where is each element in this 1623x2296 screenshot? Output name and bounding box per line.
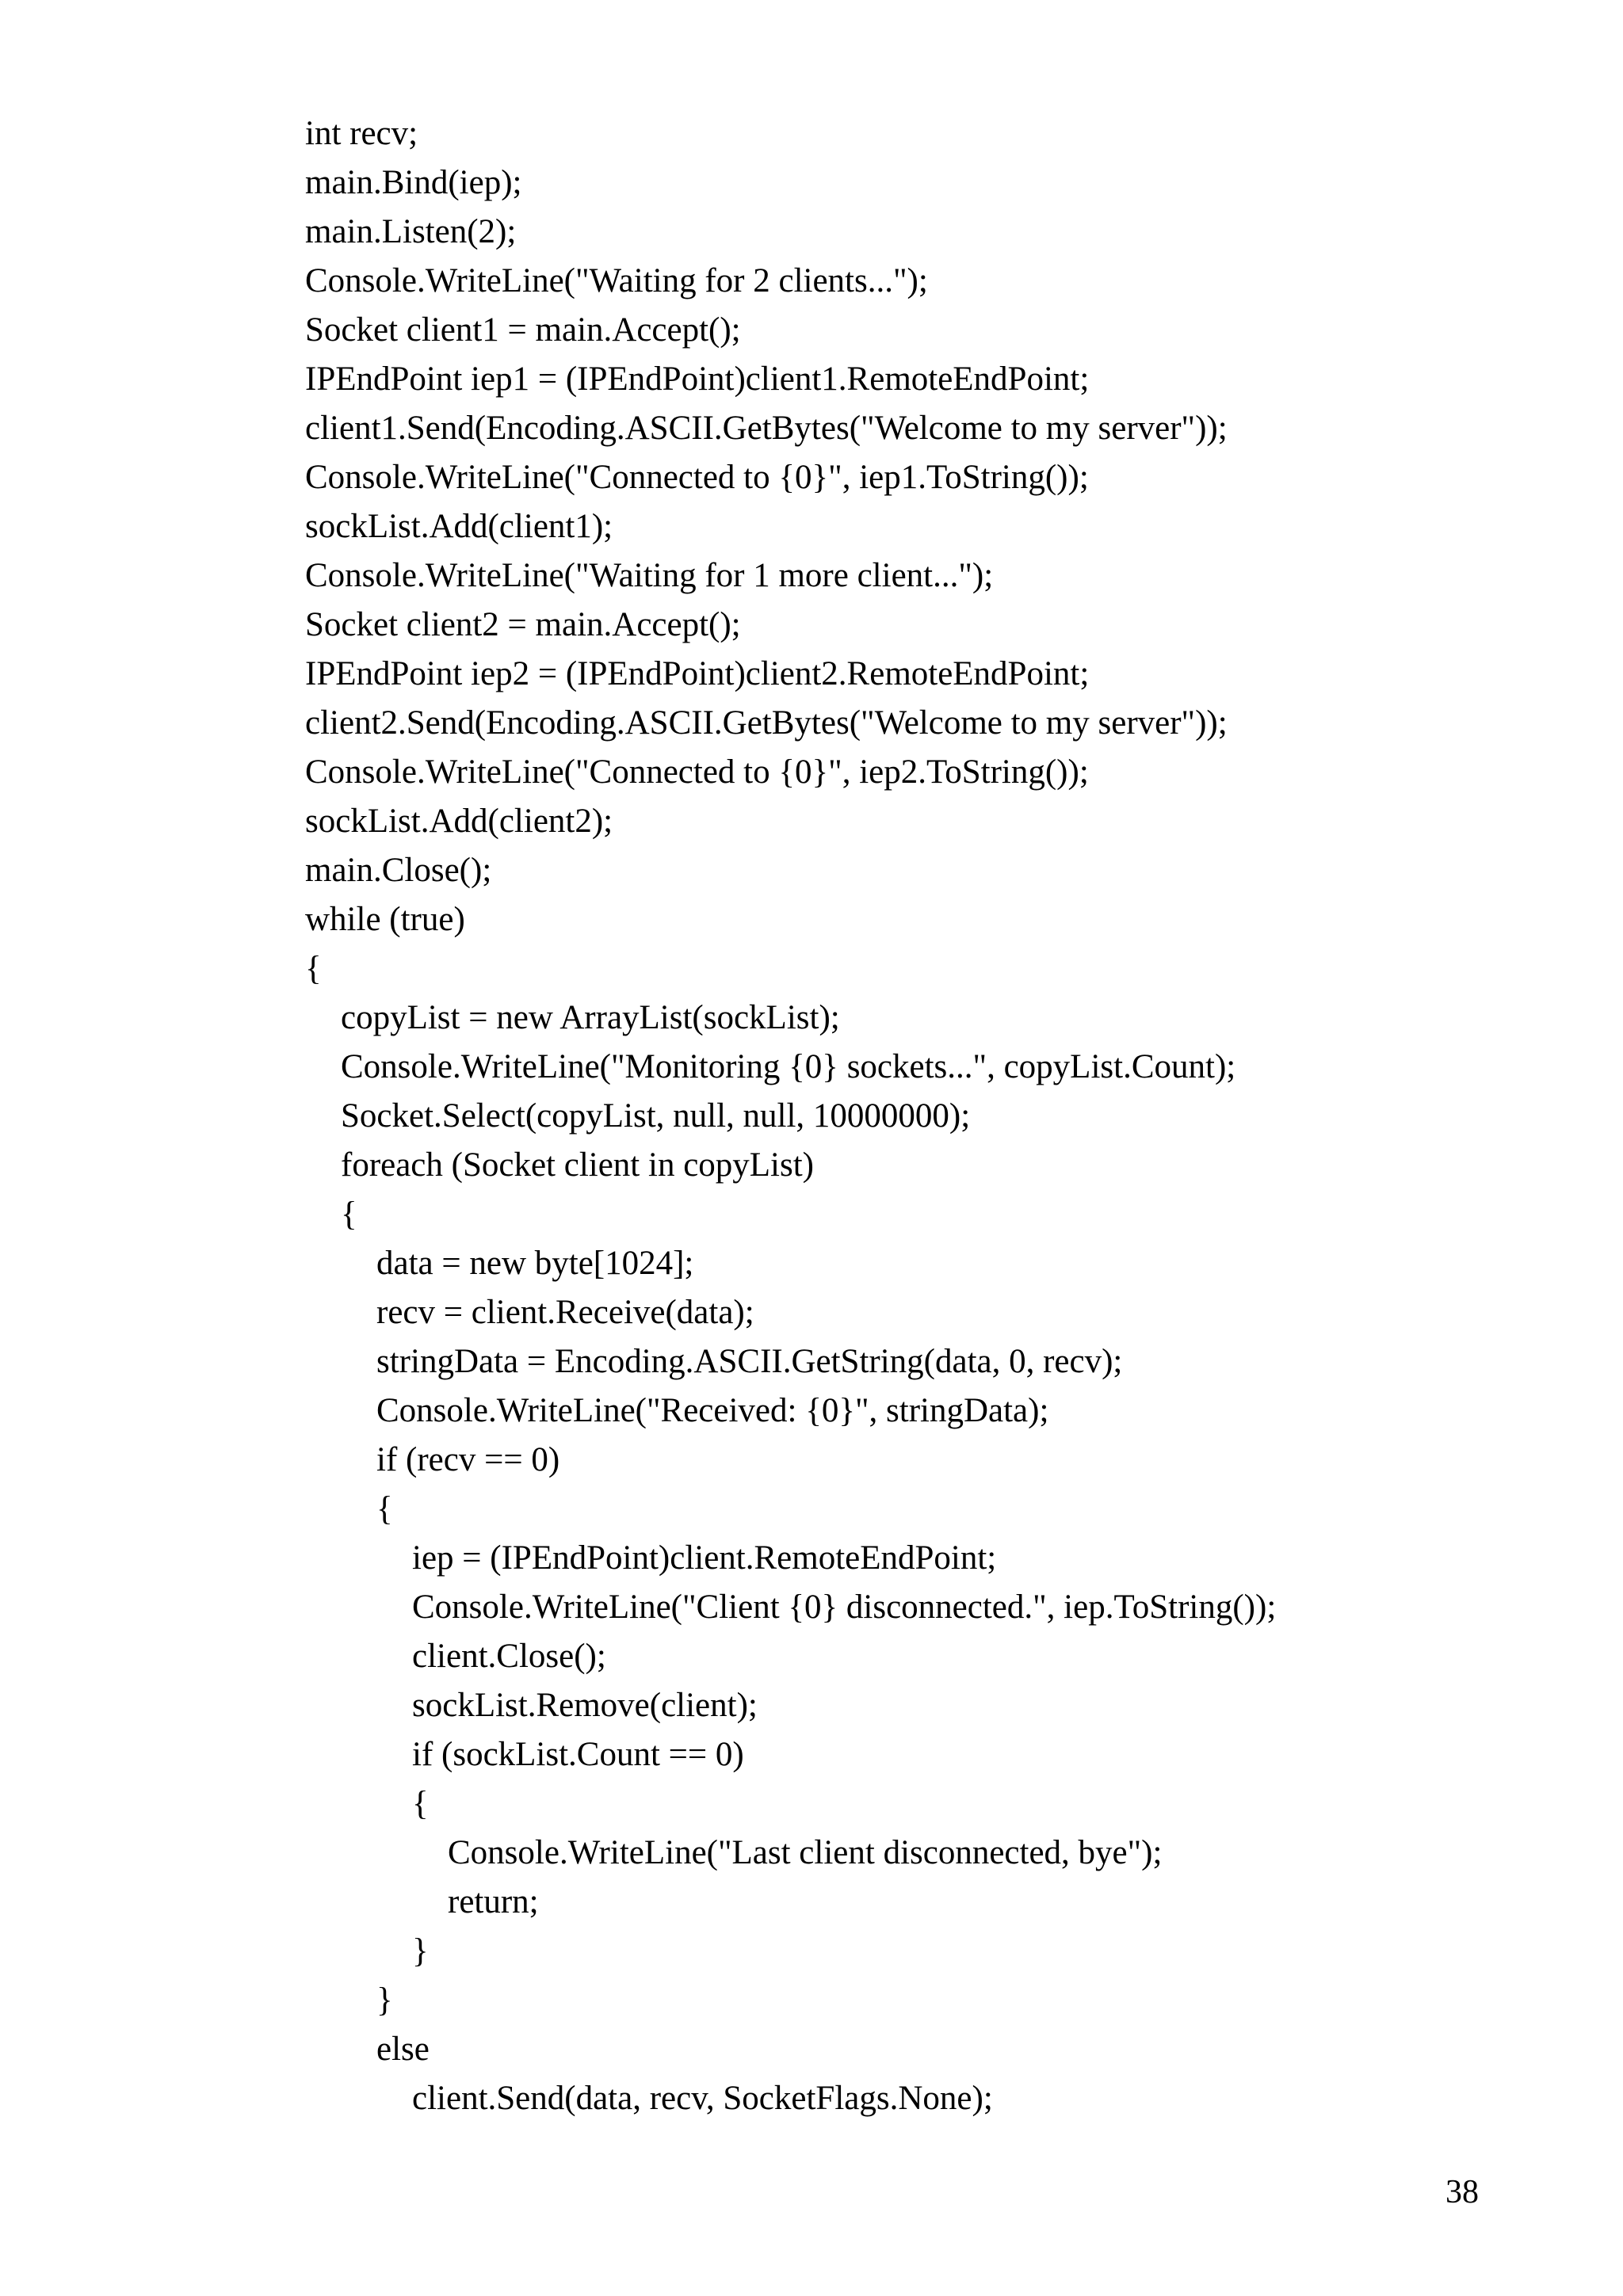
code-line: Console.WriteLine("Client {0} disconnected.", iep.ToString()); — [412, 1589, 1277, 1626]
code-line: Console.WriteLine("Last client disconnected, bye"); — [448, 1834, 1163, 1871]
code-line: sockList.Remove(client); — [412, 1687, 758, 1724]
code-line: main.Listen(2); — [305, 213, 517, 250]
code-line: client1.Send(Encoding.ASCII.GetBytes("Welcome to my server")); — [305, 410, 1228, 447]
code-line: { — [305, 950, 322, 987]
code-line: Console.WriteLine("Connected to {0}", iep2.ToString()); — [305, 753, 1089, 791]
code-line: Socket client2 = main.Accept(); — [305, 606, 741, 643]
code-line: recv = client.Receive(data); — [376, 1294, 754, 1331]
code-listing — [305, 109, 1573, 2123]
code-line: IPEndPoint iep2 = (IPEndPoint)client2.RemoteEndPoint; — [305, 655, 1090, 692]
code-line: if (sockList.Count == 0) — [412, 1736, 744, 1773]
code-line: else — [376, 2031, 430, 2068]
code-line: sockList.Add(client1); — [305, 508, 613, 545]
code-line: Console.WriteLine("Monitoring {0} sockets...", copyList.Count); — [341, 1048, 1236, 1085]
code-line: client.Close(); — [412, 1638, 606, 1675]
code-line: iep = (IPEndPoint)client.RemoteEndPoint; — [412, 1539, 997, 1577]
code-line: client.Send(data, recv, SocketFlags.None); — [412, 2080, 993, 2117]
code-line: IPEndPoint iep1 = (IPEndPoint)client1.RemoteEndPoint; — [305, 360, 1090, 398]
code-line: main.Close(); — [305, 852, 492, 889]
code-line: int recv; — [305, 115, 418, 152]
page-number: 38 — [1445, 2174, 1479, 2210]
code-line: copyList = new ArrayList(sockList); — [341, 999, 840, 1036]
code-line: { — [412, 1785, 429, 1822]
code-line: if (recv == 0) — [376, 1441, 560, 1478]
code-line: { — [341, 1196, 357, 1233]
code-line: Socket.Select(copyList, null, null, 10000000); — [341, 1097, 971, 1135]
code-line: { — [376, 1490, 393, 1527]
code-line: sockList.Add(client2); — [305, 803, 613, 840]
code-line: data = new byte[1024]; — [376, 1245, 694, 1282]
code-line: Console.WriteLine("Received: {0}", stringData); — [376, 1392, 1049, 1429]
code-line: Console.WriteLine("Connected to {0}", iep1.ToString()); — [305, 459, 1089, 496]
code-line: foreach (Socket client in copyList) — [341, 1146, 815, 1184]
code-line: } — [412, 1932, 429, 1970]
code-line: main.Bind(iep); — [305, 164, 522, 201]
code-line: Console.WriteLine("Waiting for 1 more client..."); — [305, 557, 994, 594]
code-line: while (true) — [305, 901, 465, 938]
code-line: Console.WriteLine("Waiting for 2 clients..."); — [305, 262, 928, 299]
code-line: client2.Send(Encoding.ASCII.GetBytes("Welcome to my server")); — [305, 704, 1228, 742]
code-line: Socket client1 = main.Accept(); — [305, 311, 741, 349]
code-line: } — [376, 1981, 393, 2019]
code-line: return; — [448, 1883, 539, 1920]
code-line: stringData = Encoding.ASCII.GetString(data, 0, recv); — [376, 1343, 1123, 1380]
